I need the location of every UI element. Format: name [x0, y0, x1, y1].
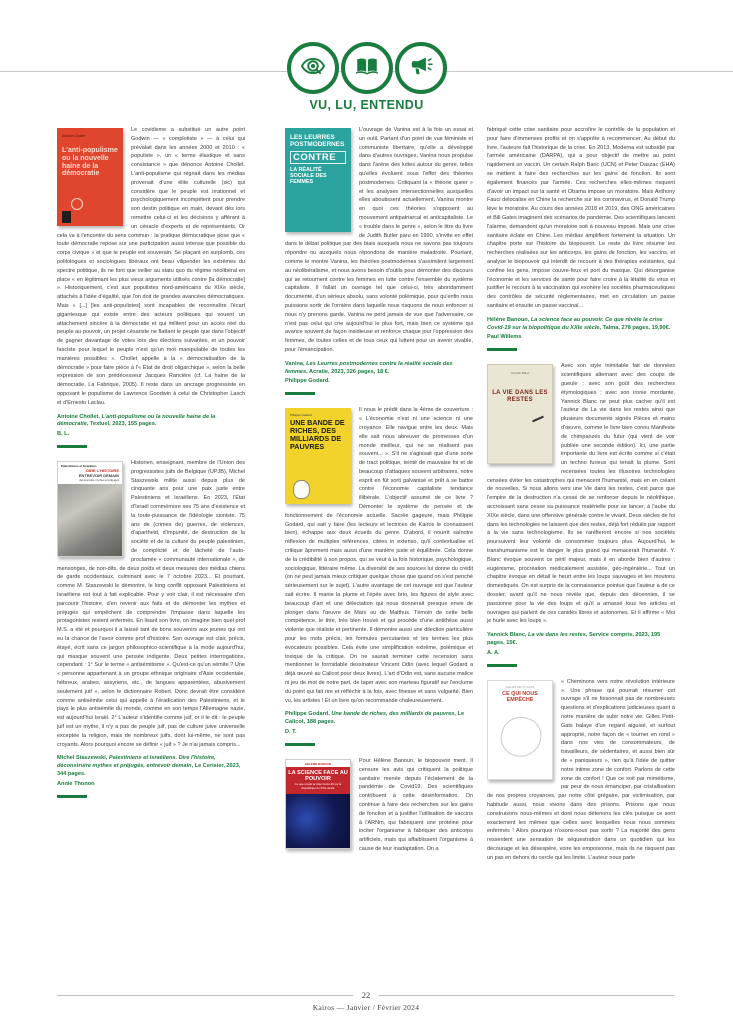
- section-divider: [57, 445, 87, 448]
- review-text: fabriqué cette crise sanitaire pour accroître le contrôle de la population et pour faire d'immenses profits et on s'apprête à recommencer. Au début du livre, l'auteure fait l'historique de la crise. En 2013, Moderna est subsidié par l'armée américaine (DARPA), qui a pour objectif de mettre au point rapidement un vaccin. Un certain Ralph Baric (UCN) et Peter Daszac (EHA) se mettent à faire des recherches sur les gains de fonction. Ils sont également financés par l'armée. Ces recherches elles-mêmes risquent d'avoir un impact sur la santé et Obama impose un moratoire. Mais Anthony Fauci délocalise en Chine la recherche sur les coronavirus, et Donald Trump lève le moratoire. Au cours des années 2018 et 2019, des ONG américaines et Bill Gates imaginent des scénarios de pandémie. Des scientifiques lancent l'alarme, demandent qu'un moratoire soit à nouveau imposé. Mais une crise sanitaire éclate en Chine. Les médias amplifient fortement la situation. Un chapitre porte sur l'histoire du biopouvoir. Le reste du livre résume les recherches réalisées sur les anticorps, les gains de fonction, les vaccins, et analyse le biopouvoir qui interdit de recourir à des thérapies existantes, qui confine les gens, impose couvre-feux et port du masque. Qui désorganise l'économie et les services de santé pour faire croire à la létalité du virus et justifier le recours à la vaccination qui exonère les sociétés pharmaceutiques des contrôles de sécurité réglementaires, met en circulation un passe sanitaire et ensuite un passe vaccinal...: [487, 127, 675, 309]
- citation-author: Yannick Blanc,: [487, 632, 529, 639]
- review-text: Pour Hélène Banoun, le biopouvoir ment. Il censure les avis qui critiquent la politique sanitaire menée depuis l'éclatement de la pandémie de Covid19. Des scientifiques contribuent à cette désinformation. On continue à faire des recherches sur les gains de fonction et à justifier l'utilisation de vaccins à l'ARNm, qui fabriquent une protéine pour inciter l'organisme à fabriquer des anticorps artificiels, mais qui affaiblissent l'organisme à cause de leur inadaptation. On a: [359, 758, 473, 852]
- cover-title: UNE BANDE DE RICHES, DES MILLIARDS DE PAUVRES: [290, 418, 345, 452]
- book-citation: [285, 711, 473, 727]
- cover-title: LA SCIENCE FACE AU POUVOIR: [286, 767, 350, 783]
- column-3: [487, 126, 675, 964]
- book-review: [487, 362, 675, 678]
- page-number: 22: [361, 990, 371, 1000]
- cover-subtitle: déconstruire mythes et préjugés: [79, 478, 119, 483]
- citation-author: Antoine Chollet,: [57, 413, 102, 420]
- section-divider: [57, 795, 87, 798]
- citation-rest: , Service compris, 2023, 195 pages, 15€.: [487, 632, 661, 647]
- section-title: VU, LU, ENTENDU: [309, 98, 424, 112]
- book-cover: [487, 680, 553, 780]
- cover-author: Yannick Blanc: [510, 371, 530, 376]
- cover-author: GILLES PETIT-GATS: [505, 684, 535, 689]
- section-badges: [0, 42, 733, 94]
- book-citation: [285, 361, 473, 377]
- cover-art: [58, 484, 122, 556]
- book-review: [57, 126, 245, 459]
- page-number-row: [57, 990, 675, 1000]
- citation-title: La vie dans les restes: [528, 632, 586, 639]
- reviewer-initials: Philippe Godard.: [285, 378, 330, 385]
- citation-rest: , Acratie, 2023, 326 pages, 18 €.: [306, 368, 390, 375]
- footer-rule-right: [379, 995, 675, 996]
- citation-title: La science face au pouvoir. Ce que révèle la crise Covid-19 sur la biopolitique du XXIe siècle: [487, 316, 663, 331]
- reviewer-initials: D. T.: [285, 729, 297, 735]
- book-cover: [285, 408, 351, 504]
- book-cover: [57, 128, 123, 226]
- citation-rest: , Le Cerisier, 2023, 344 pages.: [57, 763, 241, 777]
- cover-title2: CONTRE: [290, 151, 346, 164]
- cover-title: L'anti-populisme ou la nouvelle haine de la démocratie: [62, 147, 118, 178]
- review-text: L'ouvrage de Vanina est à la fois un essai et un outil. Partant d'un point de vue féministe et communiste libertaire, qu'elle a développé dans d'autres ouvrages, Vanina nous propulse dans l'arène des luttes autour du genre, telles qu'elles évoluent sous l'effet des théories postmodernes. Critiquant la « théorie queer » et les analyses intersectionnelles auxquelles elles aboutissent actuellement, Vanina montre en quoi ces théories s'opposent au mouvement antipatriarcal et anticapitaliste. Le « trouble dans le genre », selon le titre du livre de Judith Butler paru en 1990, s'invite en effet dans le débat politique par des biais auxquels nous ne savons pas toujours répondre ou auxquels nous répondons de manière maladroite. Pourtant, comme le montre Vanina, les théories postmodernes s'assimilent largement au néolibéralisme, et nous avons besoin d'outils pour démonter des discours qui se retournent contre les femmes en lutte contre l'ensemble du système capitaliste. Il fallait un ouvrage tel que celui-ci, très abondamment documenté, d'un sérieux absolu, sans volonté polémique, pour qu'enfin nous puissions sortir de l'ornière dans laquelle nous risquons de nous enfoncer si nous n'y prenons garde. Vanina ne perd jamais de vue que l'adversaire, ce n'est pas celui qui crie aujourd'hui le plus fort, mais bien ce système qui avance souvent de façon insidieuse et renforce chaque jour l'oppression des femmes, de toutes celles et de tous ceux qui luttent pour un avenir vivable, pour l'émancipation.: [285, 127, 473, 353]
- cover-title: LES LEURRES POSTMODERNES: [290, 134, 345, 148]
- cover-title: LA VIE DANS LES RESTES: [492, 390, 548, 404]
- reviewer-initials: B. L.: [57, 431, 70, 438]
- book-cover: [487, 364, 553, 464]
- reviewer-initials: Annie Thonon: [57, 780, 95, 787]
- section-divider: [487, 348, 517, 351]
- citation-rest: , Le Calicot, 188 pages.: [285, 711, 465, 726]
- citation-rest: , Talma, 278 pages, 19,90€.: [599, 324, 671, 331]
- cover-title: DIRE L'HISTOIRE: [86, 468, 119, 474]
- reviewer-initials: A. A.: [487, 649, 500, 656]
- cover-author: Philippe Godard: [290, 413, 312, 418]
- citation-author: Michel Staszewski,: [57, 755, 109, 762]
- cover-subtitle: Ce que révèle la crise Covid-19 sur la biopolitique du XXIe siècle: [286, 783, 350, 793]
- citation-rest: , Textuel, 2023, 155 pages.: [86, 421, 157, 428]
- review-text: Historien, enseignant, membre de l'Union des progressistes juifs de Belgique (UPJB), Michel Staszewski milite aussi depuis plus de cinquante ans pour une paix juste entre Palestiniens et Israéliens. En 2023, l'État d'Israël commémore ses 75 ans d'existence et la toute-puissance de l'idéologie sioniste. 75 ans de (crimes de) guerres, de violences, d'apartheid, d'impunité, de destruction de la société et de la culture du peuple palestinien, de complicité et de lâcheté de l'auto-proclamée « communauté internationale », de mensonges, de non-dits, de deux poids et deux mesures des médias chiens de garde occidentaux, culminant avec le 7 octobre 2023... Et pourtant, comme M. Staszewski le démontre, le long conflit opposant Palestiniens et Israéliens est tout à fait explicable. Pour y voir clair, il est nécessaire d'en parcourir l'histoire, d'en revenir aux faits et de démonter les mythes et préjugés qui empêchent de comprendre l'impasse dans laquelle les protagonistes restent enfermés. En lisant son livre, on imagine bien quel prof M.S. a été et pourquoi il a laissé tant de bons souvenirs aux jeunes qui ont eu la chance de l'avoir comme prof d'histoire. Son ouvrage est clair, précis, étayé, écrit sans ce jargon philosophico-scientifique à la mode aujourd'hui, qui masque souvent une pensée indigente. Deux petites interrogations, cependant : 1° Sur le terme « antisémitisme ». Qu'est-ce qu'un sémite ? Une « personne appartenant à un groupe ethnique originaire d'Asie occidentale, hébreux, arabes, assyriens, etc., de langues apparentées, abusivement seulement juif », selon le dictionnaire Robert. Donc devrait être considéré comme antisémite celui qui appelle à l'éradication des Palestiniens, et le pays le plus antisémite du monde, comme en son temps l'Allemagne nazie, est aujourd'hui Israël. 2° L'auteur s'identifie comme juif, or il le dit : le peuple juif est un mythe, il n'y a pas de peuple juif, pas de culture juive universelle exceptée la religion, mais de nombreux juifs, dont lui-même, ne sont pas croyants. Alors pourquoi encore se définir « juif » ? Je n'ai jamais compris...: [57, 460, 245, 748]
- section-divider: [285, 392, 315, 395]
- megaphone-icon: [408, 53, 434, 84]
- book-cover: [285, 128, 351, 232]
- journal-credit: Kairos — Janvier / Février 2024: [312, 1003, 420, 1012]
- citation-title: Les Leurres postmodernes contre la réalité sociale des femmes: [285, 360, 453, 375]
- book-citation: [487, 632, 675, 648]
- cover-title2: ENTREVOIR DEMAIN: [78, 473, 119, 479]
- eye-icon: [300, 53, 326, 84]
- citation-author: Philippe Godard,: [285, 711, 332, 718]
- citation-title: Palestiniens et Israéliens. Dire l'histoire, déconstruire mythes et préjugés, entrevoir demain: [57, 755, 216, 770]
- book-citation: [487, 317, 675, 333]
- book-citation: [57, 414, 245, 430]
- cover-title: CE QUI NOUS EMPÊCHE: [502, 690, 538, 703]
- cover-author: Antoine Chollet: [62, 134, 85, 138]
- review-text: Le covidisme a substitué un autre point Godwin — « complotiste » — à celui qui prévalait dans les années 2000 et 2010 : « populiste », un « terme élastique et sans consistance » que dénonce Antoine Chollet. L'anti-populisme qui régnait dans les médias provenait d'une élite culturelle (sic) qui considère que le peuple est irrationnel et psychologiquement incompétent pour prendre son destin politique en main, devant dès lors remettre celui-ci et les décisions y afférant à un cénacle d'experts et de représentants. Or cela va à l'encontre du sens commun : la pratique démocratique pose que « toute démocratie repose sur une participation aussi intense que possible du corps civique » et que le peuple est souverain. Se plaçant en surplomb, ces politologues et sociologues libéraux ont beau vilipender les extrêmes du spectre politique, ils ne font que veiller au statu quo du régime néolibéral en place « en légitimant les plus vieux arguments utilisés contre [la démocratie] ». Historiquement, c'est aux populistes nord-américains du XIXe siècle, attachés à l'idée d'égalité, que l'on doit de grandes avancées démocratiques. Mais « [...] [les anti-populistes] sont incapables de reconnaître l'écart gigantesque qui existe entre des acteurs politiques qui vouent un attachement sincère à la démocratie et qui militent pour un accès réel du peuple au pouvoir, un projet césariste ne flattant le peuple que dans l'objectif de gagner davantage de votes lors des élections suivantes, et un pouvoir fasciste pour lequel le peuple n'est qu'un mot manipulable de toutes les manières possibles ». Chollet appelle à la « démocratisation de la démocratie » pour faire pièce à l'« État de droit oligarchique », selon la belle expression de son prédécesseur Jacques Rancière (cf. La haine de la démocratie, La Fabrique, 2005). Il reste dans un ancrage progressiste en opposant le populisme de Lawrence Goodwin à celui de Christopher Lasch et d'Ernesto Laclau.: [57, 127, 245, 406]
- column-1: [57, 126, 245, 964]
- open-book-icon: [354, 53, 380, 84]
- citation-title: L'anti-populisme ou la nouvelle haine de la démocratie: [57, 413, 216, 428]
- review-text: « Cheminons vers notre révolution intérieure ». Une phrase qui pourrait résumer cet ouvrage s'il ne foisonnait pas de nombreuses questions et d'explications judicieuses quant à notre manière de subir notre vie. Gilles Petit-Gats balaye d'un regard aiguisé, et surtout approprié, notre façon de « tourner en rond » dans nos vies de consommateurs, de travailleurs, de sédentaires, et aussi bien sûr de « paniqueurs », rien qu'à l'idée de quitter notre intime zone de confort. Parlons de cette zone de confort ! Que ce soit par mimétisme, par peur de nous émanciper, par cristallisation de nos propres croyances, par notre côté grégaire, par victimisation, par habitude aussi, nous vivons dans des prisons. Prisons que nous construisons nous-mêmes et dont nous détenons les clés puisque ce sont exactement les mêmes que celles avec lesquelles nous nous sommes enfermés ! Alors pourquoi n'osons-nous pas sortir ? La majorité des gens ressentent une sensation de séquestration dans un quotidien qui les décourage et les désespère, voire les empoisonne, mais ils ne risquent pas un pas en dehors du cercle qui les limite. L'auteur nous parle: [487, 678, 675, 861]
- page-footer: [57, 990, 675, 1012]
- book-review: [285, 126, 473, 406]
- footer-rule-left: [57, 995, 353, 996]
- book-review: [285, 757, 473, 854]
- book-review: [487, 126, 675, 351]
- book-citation: [57, 755, 245, 778]
- eye-badge: [287, 42, 339, 94]
- megaphone-badge: [395, 42, 447, 94]
- column-2: [285, 126, 473, 964]
- section-divider: [487, 664, 517, 667]
- section-divider: [285, 743, 315, 746]
- book-review: [487, 678, 675, 863]
- book-cover: [57, 461, 123, 557]
- cover-art: [286, 794, 350, 848]
- reviewer-initials: Paul Willems: [487, 334, 522, 341]
- cover-author: HÉLÈNE BANOUN: [304, 762, 332, 766]
- book-review: [285, 406, 473, 757]
- book-cover: [285, 759, 351, 849]
- citation-author: Hélène Banoun,: [487, 316, 531, 323]
- review-text: Il nous le prédit dans la 4ème de couverture : « L'économie n'est ni une science ni une croyance. Elle navigue entre les deux. Mais elle sait nous abreuver de promesses d'un monde meilleur, qui ne se réalisent pas souvent... ». S'il ne s'agissait que d'une sorte de tract politique, teinté de mauvaise foi et de beaucoup d'attaques souvent arbitraires, notre esprit en fût sorti galvanisé et prêt à se battre contre l'économie capitaliste tendance illibérale. L'objectif assumé de ce livre ? Démonter le système de pensée et de fonctionnement de l'économie actuelle. Sacrée gageure, mais Philippe Godard, qui sait y faire (les lecteurs et lectrices de Kairos le connaissent bien), échappe aux deux écueils du genre. D'abord, il nourrit sa/notre réflexion de multiples références, citées in extenso, qu'il contextualise et critique âprement mais aussi d'une manière juste et équilibrée. Cela donne de la crédibilité à son propos, qui se veut à la fois historique, psychologique, sociologique, littéraire même. La diversité de ses sources lui donne du crédit (on ne peut jamais mieux critiquer quelque chose que quand on s'est penché sérieusement sur le sujet). L'autre avantage de cet ouvrage est que l'auteur sait écrire. Il manie la plume et l'épée avec brio, les figures de style avec beaucoup d'art et une délectation qui nous donnerait presque envie de plonger dans l'œuvre de Marx ou de Malthus. Témoin de cette belle compétence, le titre, très bien trouvé et qui procède d'une antithèse aussi violente que réaliste et pertinente. Il démontre aussi une dilection particulière pour les mots précis, les formules percutantes et les termes les plus évocateurs possibles. Cela évite une simplification extrême, polémique et toxique de la critique. On ne saurait terminer cette recension sans mentionner le formidable dessinateur Vincent Odin (avec lequel Godard a déjà œuvré au Calicot pour deux livres). L'art d'Odin est, sans aucune malice ni jeu de mot de notre part, de taper avec son marteau figuratif sur l'enclume du point qui fait rire et réfléchir à la fois, avec finesse et sans vulgarité. Bien vu, les artistes ! Et un livre qu'on recommande chaleureusement.: [285, 407, 473, 704]
- citation-author: Vanina,: [285, 360, 307, 367]
- book-review: [57, 459, 245, 809]
- cover-subtitle: LA RÉALITÉ SOCIALE DES FEMMES: [290, 167, 327, 186]
- review-text: Avec son style inimitable fait de données scientifiques alternant avec des coups de gueule ; avec son goût des recherches étymologiques ; avec son ironie mordante, Yannick Blanc ne peut plus cacher qu'il est l'auteur de La vie dans les restes ainsi que plusieurs documents signés Pièces et mains d'œuvre, comme le livre bien connu Manifeste de chimpanzés du futur (qui vient de voir publiée une seconde édition). Ici, une partie importante du livre est écrite comme si c'était un techno furieux qui tenait la plume. Sont recensées toutes les illusoires technologies censées éviter les catastrophes qui menacent l'humanité, mais en en créant de nouvelles. Si nous allons vers une Vie dans les restes, c'est parce que l'empire de la destruction n'a cessé de se renforcer depuis le néolithique, accroissant sans cesse sa puissance matérielle pour se lancer, à l'aube du XIXe siècle, dans une offensive générale contre le vivant. Deux siècles de foi dans les technologies ne laissent que des restes, déjà fort réduits par rapport à la vie sans technologisme. Ils se raréfieront encore si nos sociétés poursuivent leur volonté de consommer toujours plus. Aujourd'hui, le transhumanisme est le danger le plus grand qui menacerait l'humanité. Y. Blanc évoque souvent ce péril majeur, mais il en aborde bien d'autres : eugénisme, procréation médicalement assistée, géo-ingéniérie... Tout un chapitre évoque en détail le heurt entre les loups sauvages et les moutons domestiqués. On est surpris de la connaissance pointue que l'auteur a de ce dossier, avant qu'il ne nous révèle que, depuis des décennies, il se passionne pour la vie des loups et qu'il a amassé tous les articles et ouvrages qui parlent de ces canidés libres et autonomes. Et il affirme « Moi je hurle avec les loups ».: [487, 363, 675, 625]
- citation-title: Une bande de riches, des milliards de pauvres: [331, 711, 455, 718]
- cover-author: Palestiniens et Israéliens: [61, 464, 97, 469]
- book-badge: [341, 42, 393, 94]
